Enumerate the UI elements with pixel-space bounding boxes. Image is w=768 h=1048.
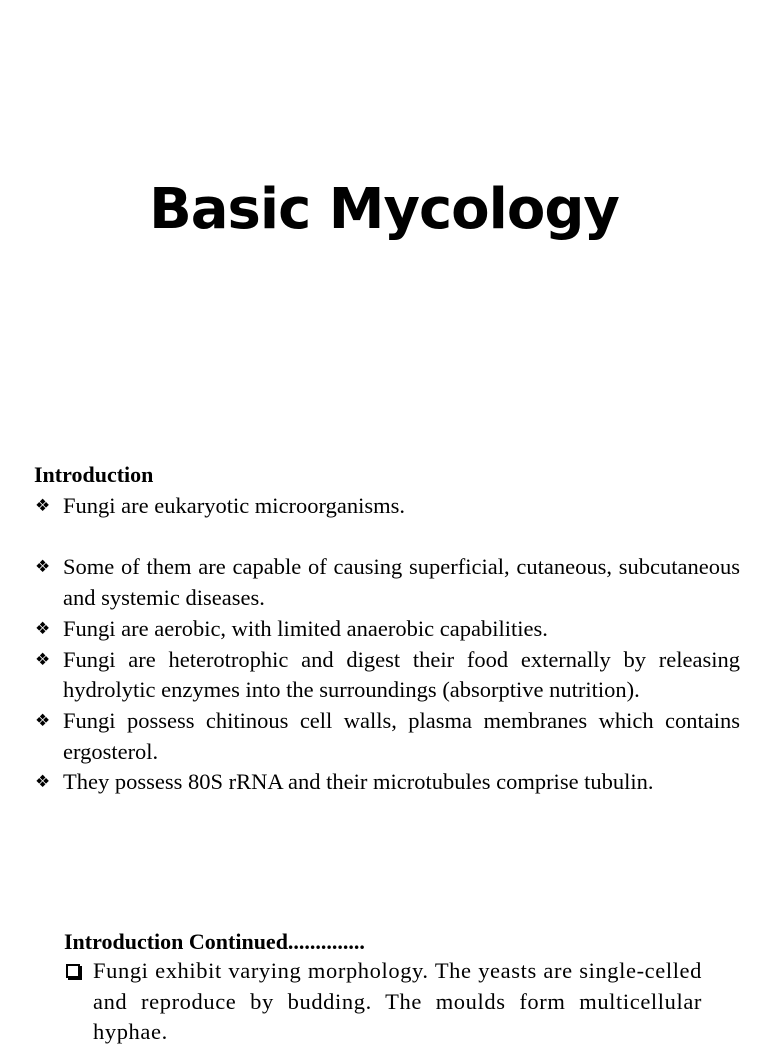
section-heading-introduction: Introduction [34,462,154,487]
introduction-continued-bullet-list [64,956,702,1048]
diamond-bullet-icon: ❖ [35,557,51,578]
bullet-item [64,956,702,1048]
diamond-bullet-icon: ❖ [35,496,51,516]
diamond-bullet-icon: ❖ [35,618,51,639]
bullet-item [34,706,740,767]
diamond-bullet-icon: ❖ [35,649,51,670]
bullet-text: They possess 80S rRNA and their microtubules comprise tubulin. [63,769,654,795]
bullet-text: Fungi are heterotrophic and digest their food externally by releasing hydrolytic enzymes into the surroundings (absorptive nutrition). [63,646,740,703]
diamond-bullet-icon: ❖ [35,710,51,731]
bullet-text: Some of them are capable of causing superficial, cutaneous, subcutaneous and systemic diseases. [63,554,740,611]
title-slide [0,0,768,440]
bullet-text: Fungi are eukaryotic microorganisms. [63,493,406,518]
section-heading-introduction-continued: Introduction Continued.............. [64,929,365,954]
bullet-text: Fungi exhibit varying morphology. The yeasts are single-celled and reproduce by budding. The moulds form multicellular hyphae. [93,958,702,1045]
square-bullet-icon [66,964,80,978]
diamond-bullet-icon: ❖ [35,772,51,793]
bullet-item [34,614,740,645]
bullet-text: Fungi possess chitinous cell walls, plasma membranes which contains ergosterol. [63,707,740,764]
bullet-item [34,767,740,798]
bullet-item [34,552,740,613]
bullet-text: Fungi are aerobic, with limited anaerobic capabilities. [63,615,548,641]
introduction-bullet-list [34,491,740,798]
document-title: Basic Mycology [149,177,619,242]
bullet-item [34,491,740,522]
bullet-item [34,645,740,706]
